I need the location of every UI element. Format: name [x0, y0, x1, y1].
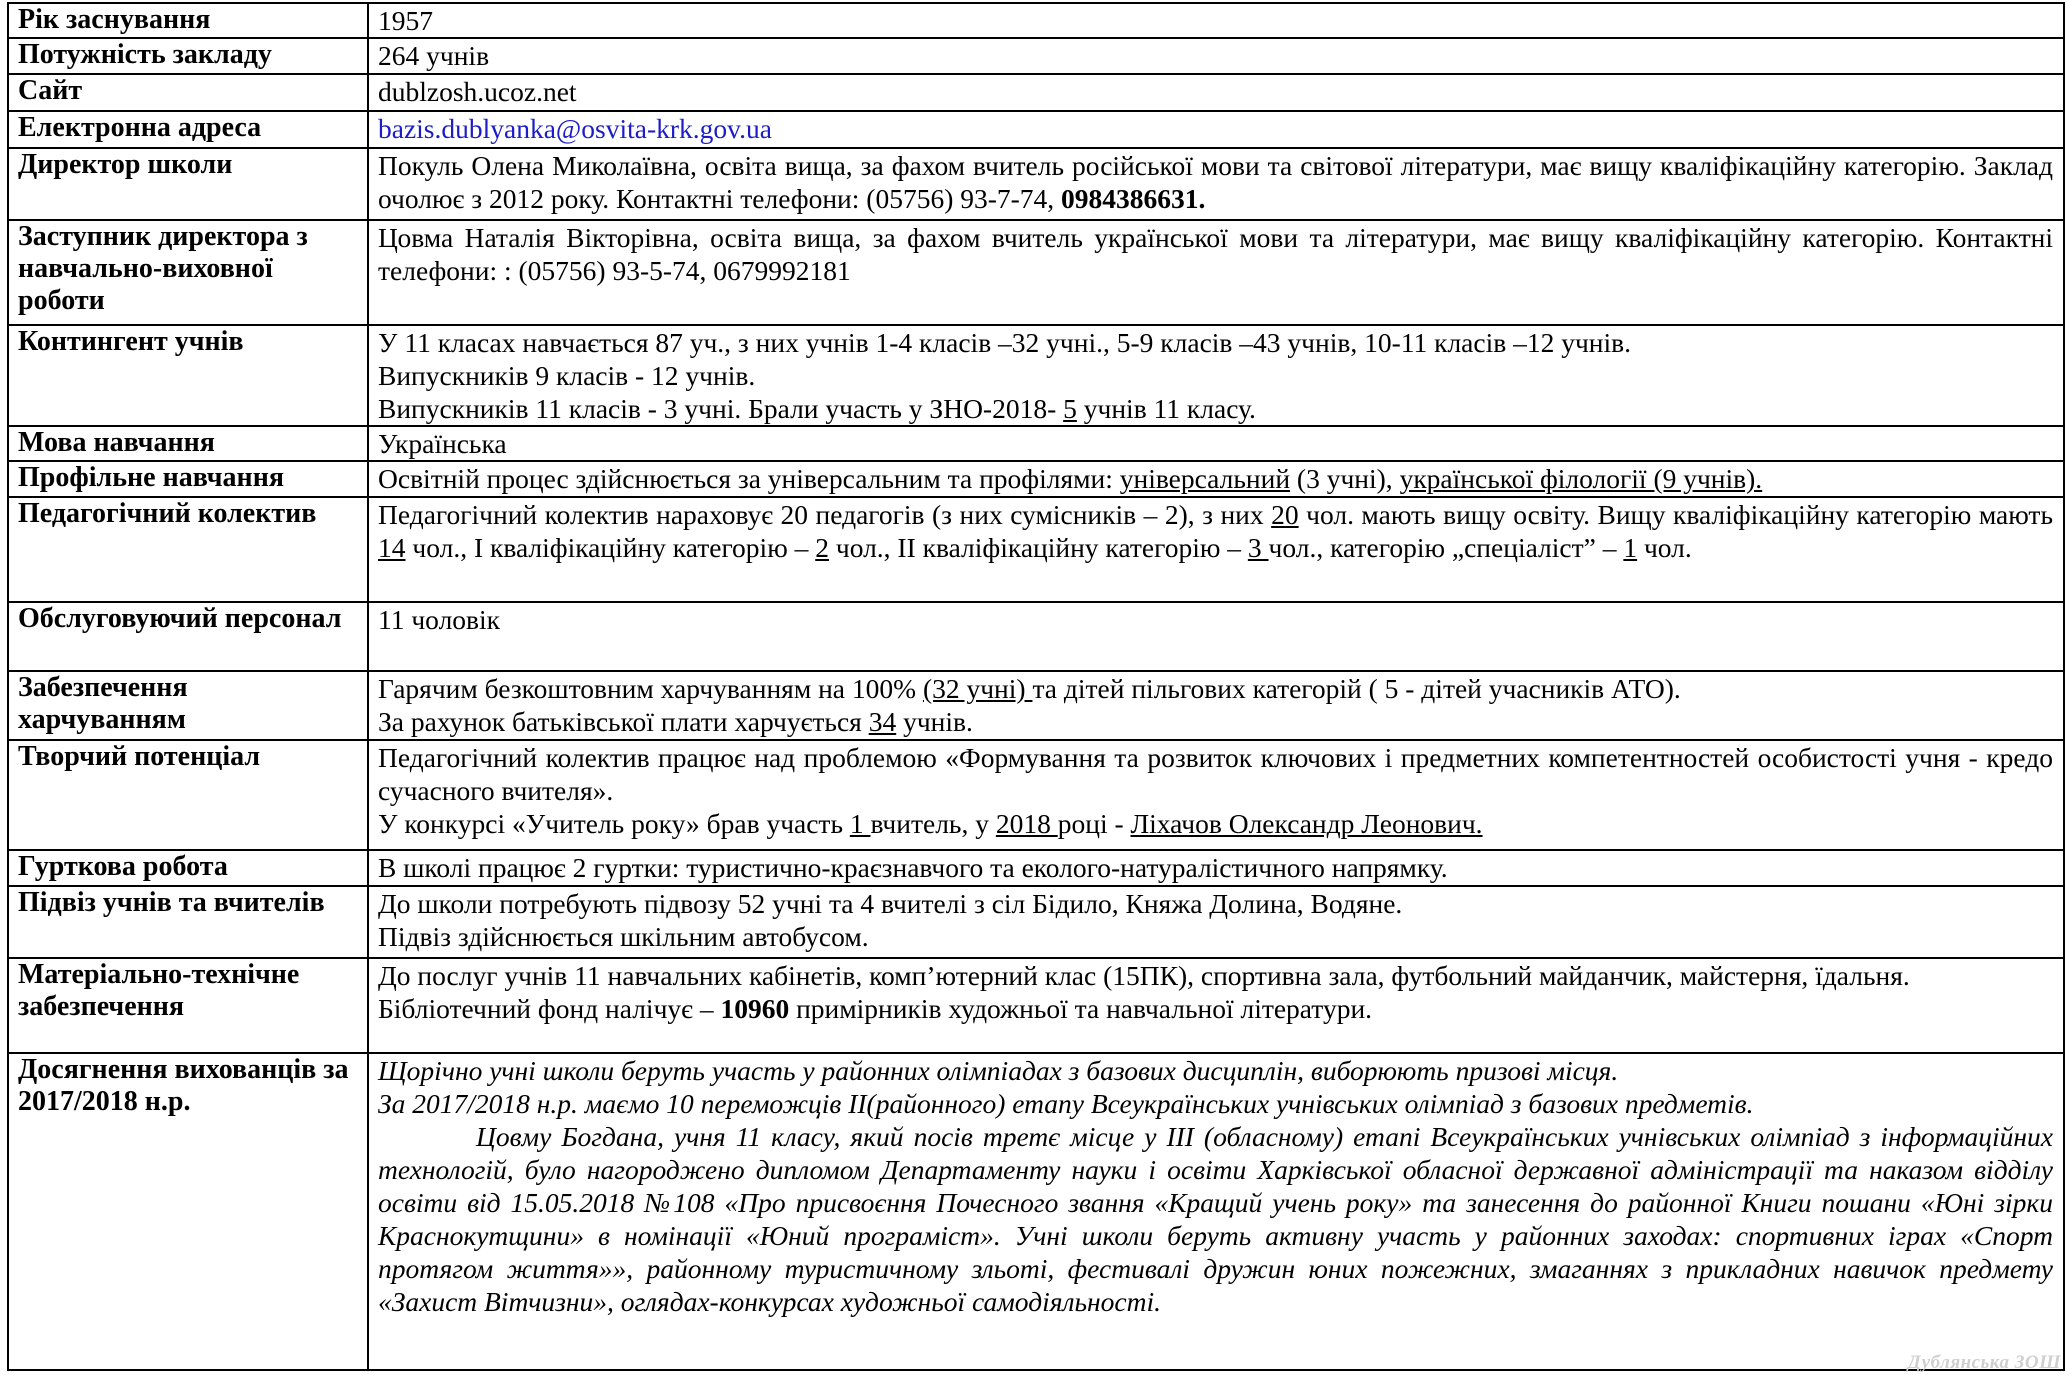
deputy-text: Цовма Наталія Вікторівна, освіта вища, за фахом вчитель української мови та літератури, має вищу кваліфікаційну категорію. Контактні телефони: : (05756) 93-5-74, 0679992181 [378, 222, 2053, 286]
staff-text-6: чол. [1637, 532, 1692, 563]
row-profile [8, 461, 2064, 497]
profile-philology: української філології (9 учнів). [1399, 463, 1763, 494]
transport-text-1: До школи потребують підвозу 52 учні та 4 вчителі з сіл Бідило, Княжа Долина, Водяне. [378, 888, 1403, 919]
label-email: Електронна адреса [8, 111, 368, 148]
director-mobile: 0984386631. [1061, 183, 1206, 214]
creative-year: 2018 [995, 808, 1058, 839]
value-director [368, 148, 2064, 220]
students-line-1: У 11 класах навчається 87 уч., з них учнів 1-4 класів –32 учні., 5-9 класів –43 учнів, 10-11 класів –12 учнів. [378, 327, 1631, 358]
row-students [8, 325, 2064, 426]
staff-text-4: чол., ІІ кваліфікаційну категорію – [828, 532, 1248, 563]
achievements-text-2: За 2017/2018 н.р. маємо 10 переможців ІІ(районного) етапу Всеукраїнських учнівських олімпіад з базових предметів. [378, 1088, 1754, 1119]
transport-text-2: Підвіз здійснюється шкільним автобусом. [378, 921, 869, 952]
creative-teacher-count: 1 [849, 808, 871, 839]
students-line-3-end: учнів 11 класу. [1076, 393, 1256, 424]
row-clubs [8, 850, 2064, 886]
facilities-library-count: 10960 [720, 993, 790, 1024]
label-director: Директор школи [8, 148, 368, 220]
value-founded [368, 3, 2064, 38]
label-achievements: Досягнення вихованців за 2017/2018 н.р. [8, 1053, 368, 1370]
staff-specialist: 1 [1623, 532, 1638, 563]
value-service-staff [368, 602, 2064, 671]
value-achievements [368, 1053, 2064, 1370]
meals-free-count: (32 учні) [922, 673, 1033, 704]
label-website: Сайт [8, 74, 368, 111]
staff-text-1: Педагогічний колектив нараховує 20 педагогів (з них сумісників – 2), з них [378, 499, 1272, 530]
email-link[interactable]: bazis.dublyanka@osvita-krk.gov.ua [378, 113, 772, 144]
school-info-table [7, 2, 2065, 1371]
language-text: Українська [378, 428, 507, 459]
staff-first-cat: 2 [815, 532, 829, 563]
row-staff [8, 497, 2064, 602]
value-students [368, 325, 2064, 426]
row-email [8, 111, 2064, 148]
staff-second-cat: 3 [1247, 532, 1269, 563]
facilities-text-3: примірників художньої та навчальної літератури. [789, 993, 1373, 1024]
watermark: Дублянська ЗОШ [1907, 1352, 2061, 1373]
value-meals [368, 671, 2064, 740]
achievements-text-3: Цовму Богдана, учня 11 класу, який посів третє місце у ІІІ (обласному) етапі Всеукраїнських учнівських олімпіад з інформаційних технологій, було нагороджено дипломом Департаменту науки і освіти Харківської обласної державної адміністрації та наказом відділу освіти від 15.05.2018 №108 «Про присвоєння Почесного звання «Кращий учень року» та занесення до районної Книги пошани «Юні зірки Краснокутщини» в номінації «Юний програміст». Учні школи беруть активну участь у районних заходах: спортивних іграх «Спорт протягом життя»», районному туристичному зльоті, фестивалі дружин юних пожежних, змаганнях з прикладних навичок предмету «Захист Вітчизни», оглядах-конкурсах художньої самодіяльності. [378, 1121, 2053, 1317]
value-email [368, 111, 2064, 148]
achievements-text-1: Щорічно учні школи беруть участь у районних олімпіадах з базових дисциплін, виборюють призові місця. [378, 1055, 1619, 1086]
label-service-staff: Обслуговуючий персонал [8, 602, 368, 671]
label-deputy: Заступник директора з навчально-виховної роботи [8, 220, 368, 325]
clubs-text: В школі працює 2 гуртки: туристично-краєзнавчого та еколого-натуралістичного напрямку. [378, 852, 1448, 883]
row-founded [8, 3, 2064, 38]
label-capacity: Потужність закладу [8, 38, 368, 74]
value-language [368, 426, 2064, 461]
creative-text-1: Педагогічний колектив працює над проблемою «Формування та розвиток ключових і предметних компетентностей особистості учня - кредо сучасного вчителя». [378, 742, 2053, 806]
meals-paid-count: 34 [868, 706, 897, 737]
value-staff [368, 497, 2064, 602]
value-deputy [368, 220, 2064, 325]
value-facilities [368, 958, 2064, 1053]
service-staff-text: 11 чоловік [378, 604, 501, 635]
row-capacity [8, 38, 2064, 74]
value-clubs [368, 850, 2064, 886]
staff-text-3: чол., І кваліфікаційну категорію – [405, 532, 816, 563]
row-transport [8, 886, 2064, 958]
website-url: dublzosh.ucoz.net [378, 76, 577, 107]
label-students: Контингент учнів [8, 325, 368, 426]
value-transport [368, 886, 2064, 958]
label-profile: Профільне навчання [8, 461, 368, 497]
row-meals [8, 671, 2064, 740]
row-creative [8, 740, 2064, 850]
creative-text-2: У конкурсі «Учитель року» брав участь [378, 808, 850, 839]
row-facilities [8, 958, 2064, 1053]
label-creative: Творчий потенціал [8, 740, 368, 850]
founded-year: 1957 [378, 5, 433, 36]
facilities-text-1: До послуг учнів 11 навчальних кабінетів, комп’ютерний клас (15ПК), спортивна зала, футбольний майданчик, майстерня, їдальня. [378, 960, 1910, 991]
facilities-text-2: Бібліотечний фонд налічує – [378, 993, 721, 1024]
meals-text-2: та дітей пільгових категорій ( 5 - дітей учасників АТО). [1032, 673, 1681, 704]
label-facilities: Матеріально-технічне забезпечення [8, 958, 368, 1053]
value-profile [368, 461, 2064, 497]
label-meals: Забезпечення харчуванням [8, 671, 368, 740]
row-language [8, 426, 2064, 461]
value-website [368, 74, 2064, 111]
creative-text-3: вчитель, у [870, 808, 996, 839]
staff-text-2: чол. мають вищу освіту. Вищу кваліфікаційну категорію мають [1298, 499, 2053, 530]
creative-teacher-name: Ліхачов Олександр Леонович. [1130, 808, 1483, 839]
director-text: Покуль Олена Миколаївна, освіта вища, за фахом вчитель російської мови та світової літератури, має вищу кваліфікаційну категорію. Заклад очолює з 2012 року. Контактні телефони: (05756) 93-7-74, [378, 150, 2053, 214]
profile-universal: універсальний [1119, 463, 1291, 494]
label-language: Мова навчання [8, 426, 368, 461]
profile-universal-count: (3 учні), [1290, 463, 1400, 494]
label-transport: Підвіз учнів та вчителів [8, 886, 368, 958]
meals-text-1: Гарячим безкоштовним харчуванням на 100% [378, 673, 923, 704]
creative-text-4: році - [1057, 808, 1131, 839]
label-staff: Педагогічний колектив [8, 497, 368, 602]
staff-highest-cat: 14 [378, 532, 406, 563]
value-capacity [368, 38, 2064, 74]
row-service-staff [8, 602, 2064, 671]
staff-text-5: чол., категорію „спеціаліст” – [1268, 532, 1624, 563]
meals-text-3: За рахунок батьківської плати харчується [378, 706, 869, 737]
capacity-text: 264 учнів [378, 40, 490, 71]
profile-text: Освітній процес здійснюється за універсальним та профілями: [378, 463, 1120, 494]
students-zno-count: 5 [1063, 393, 1077, 424]
meals-text-4: учнів. [896, 706, 973, 737]
row-website [8, 74, 2064, 111]
students-line-3: Випускників 11 класів - 3 учні. Брали участь у ЗНО-2018- [378, 393, 1064, 424]
row-deputy [8, 220, 2064, 325]
label-founded: Рік заснування [8, 3, 368, 38]
row-achievements [8, 1053, 2064, 1370]
label-clubs: Гурткова робота [8, 850, 368, 886]
students-line-2: Випускників 9 класів - 12 учнів. [378, 360, 756, 391]
value-creative [368, 740, 2064, 850]
staff-higher-edu: 20 [1271, 499, 1299, 530]
row-director [8, 148, 2064, 220]
